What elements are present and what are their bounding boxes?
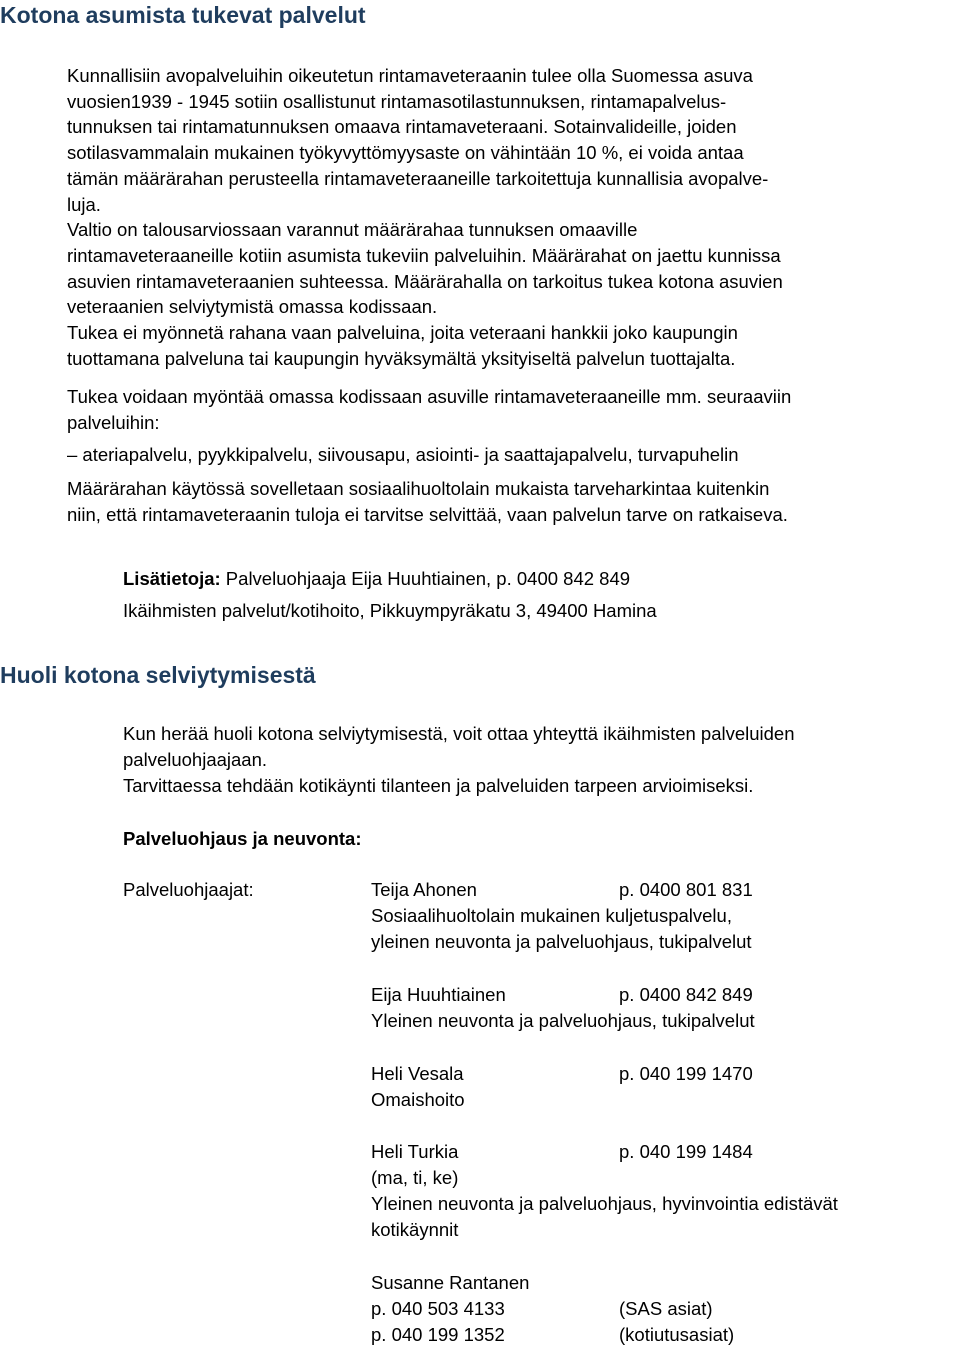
contact-name: Heli Turkia [371,1141,459,1162]
services-intro-paragraph [67,384,960,435]
more-info-label: Lisätietoja: [123,568,221,589]
contact-phone: p. 0400 801 831 [619,879,753,900]
section-heading-concern: Huoli kotona selviytymisestä [0,662,316,688]
text-line: vuosien1939 - 1945 sotiin osallistunut rintamasotilastunnuksen, rintamapalvelus- [67,90,727,112]
text-line: Tukea voidaan myöntää omassa kodissaan asuville rintamaveteraaneille mm. seuraaviin [67,386,792,407]
contact-detail: kotikäynnit [371,1219,459,1240]
means-testing-paragraph [67,476,960,527]
eligibility-paragraph [67,63,960,371]
more-info-address: Ikäihmisten palvelut/kotihoito, Pikkuympyräkatu 3, 49400 Hamina [123,600,657,621]
contacts-label: Palveluohjaajat: [123,879,254,900]
guidance-subheading: Palveluohjaus ja neuvonta: [123,828,362,849]
text-line: Tukea ei myönnetä rahana vaan palveluina, joita veteraani hankkii joko kaupungin [67,322,738,344]
section-heading-home-support: Kotona asumista tukevat palvelut [0,2,366,28]
text-line: tämän määrärahan perusteella rintamaveteraaneille tarkoitettuja kunnallisia avopalve- [67,167,769,189]
contact-name: Teija Ahonen [371,879,477,900]
text-line: sotilasvammalain mukainen työkyvyttömyysaste on vähintään 10 %, ei voida antaa [67,142,744,164]
text-line: palveluihin: [67,411,160,433]
text-line: Kun herää huoli kotona selviytymisestä, voit ottaa yhteyttä ikäihmisten palveluiden [123,723,795,744]
text-line: – ateriapalvelu, pyykkipalvelu, siivousapu, asiointi- ja saattajapalvelu, turvapuhelin [67,444,739,465]
text-line: asuvien rintamaveteraanien suhteessa. Määrärahalla on tarkoitus tukea kotona asuvien [67,270,783,292]
services-list-line [67,442,960,468]
contact-phone-note: (SAS asiat) [619,1298,713,1319]
contact-name: Heli Vesala [371,1063,464,1084]
contact-detail: Omaishoito [371,1089,465,1110]
text-line: Tarvittaessa tehdään kotikäynti tilanteen ja palveluiden tarpeen arvioimiseksi. [123,775,754,796]
contact-detail: Yleinen neuvonta ja palveluohjaus, tukipalvelut [371,1010,755,1031]
contact-detail: yleinen neuvonta ja palveluohjaus, tukipalvelut [371,931,752,952]
contact-phone: p. 040 199 1484 [619,1141,753,1162]
text-line: Kunnallisiin avopalveluihin oikeutetun rintamaveteraanin tulee olla Suomessa asuva [67,65,753,86]
contact-phone-note: (kotiutusasiat) [619,1324,735,1345]
contact-name: Susanne Rantanen [371,1272,530,1293]
text-line: rintamaveteraaneille kotiin asumista tukeviin palveluihin. Määrärahat on jaettu kunnissa [67,244,781,266]
text-line: palveluohjaajaan. [123,749,268,770]
text-line: tunnuksen tai rintamatunnuksen omaava rintamaveteraani. Sotainvalideille, joiden [67,116,737,138]
text-line: niin, että rintamaveteraanin tuloja ei tarvitse selvittää, vaan palvelun tarve on ratkaiseva. [67,503,788,525]
text-line: Valtio on talousarviossaan varannut määrärahaa tunnuksen omaaville [67,219,638,241]
contact-phone: p. 040 199 1352 [371,1324,505,1345]
contact-detail: (ma, ti, ke) [371,1167,459,1188]
contact-phone: p. 0400 842 849 [619,984,753,1005]
contact-name: Eija Huuhtiainen [371,984,506,1005]
text-line: Määrärahan käytössä sovelletaan sosiaalihuoltolain mukaista tarveharkintaa kuitenkin [67,478,770,499]
more-info-line [123,566,630,592]
concern-intro [123,721,795,799]
text-line: luja. [67,193,101,215]
contact-phone: p. 040 503 4133 [371,1298,505,1319]
text-line: veteraanien selviytymistä omassa kodissaan. [67,296,438,318]
contact-phone: p. 040 199 1470 [619,1063,753,1084]
more-info-text: Palveluohjaaja Eija Huuhtiainen, p. 0400 842 849 [220,568,631,589]
contact-detail: Yleinen neuvonta ja palveluohjaus, hyvinvointia edistävät [371,1193,838,1214]
text-line: tuottamana palveluna tai kaupungin hyväksymältä yksityiseltä palvelun tuottajalta. [67,347,736,369]
contact-detail: Sosiaalihuoltolain mukainen kuljetuspalvelu, [371,905,732,926]
